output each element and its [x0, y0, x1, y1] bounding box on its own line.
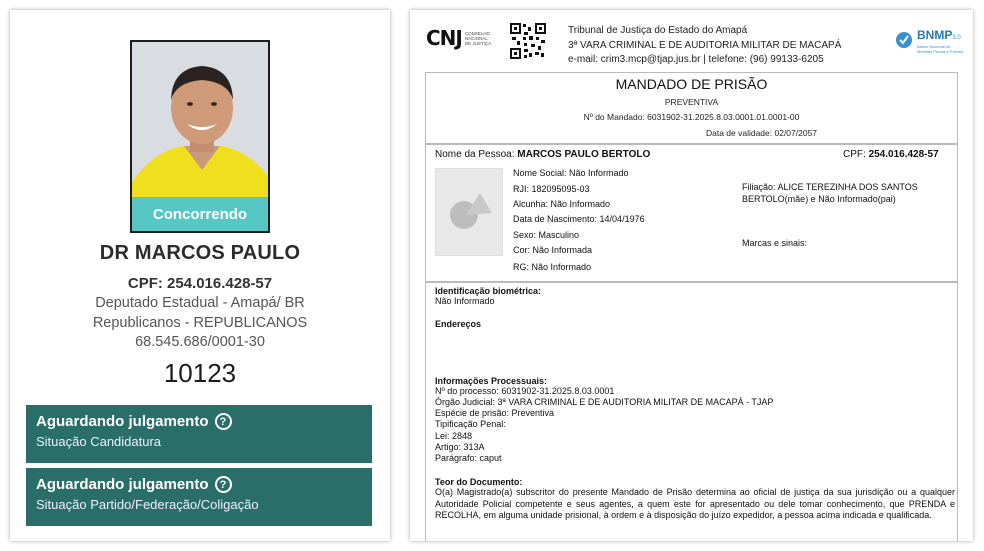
person-name-row	[435, 149, 650, 160]
bnmp-logo-subtitle: Banco Nacional de Medidas Penais e Prisões	[917, 44, 964, 54]
info-processo: Nº do processo: 6031902-31.2025.8.03.0001	[435, 386, 615, 396]
teor-text: O(a) Magistrado(a) subscritor do presente Mandado de Prisão determina ao oficial de justiça da sua jurisdição ou a qualquer Autoridade Policial competente e seus agentes, a quem este for apresentado ou dele tomar conhecimento, que PRENDA e RECOLHA, em alguma unidade prisional, à ordem e à disposição do juízo expedidor, a pessoa acima indicada e qualificada.	[435, 487, 955, 520]
enderecos-title: Endereços	[435, 319, 482, 329]
detail-rji: RJI: 182095095-03	[513, 184, 590, 194]
info-lei: Lei: 2848	[435, 431, 473, 441]
person-cpf-row	[843, 149, 939, 160]
person-cpf-label: CPF:	[843, 149, 866, 160]
filiacao-line-2: BERTOLO(mãe) e Não Informado(pai)	[742, 194, 896, 204]
candidate-cpf: CPF: 254.016.428-57	[127, 275, 273, 292]
biometria-value: Não Informado	[435, 296, 495, 306]
candidacy-status-ribbon: Concorrendo	[132, 197, 268, 231]
candidate-office: Deputado Estadual - Amapá/ BR	[95, 295, 305, 311]
arrest-warrant-document	[410, 10, 973, 541]
candidate-party: Republicanos - REPUBLICANOS	[92, 315, 308, 331]
party-status-box	[26, 468, 372, 526]
candidate-name: DR MARCOS PAULO	[99, 242, 301, 264]
status-subtitle: Situação Partido/Federação/Coligação	[36, 497, 259, 512]
photo-placeholder	[435, 168, 503, 256]
candidate-number: 10123	[163, 358, 237, 388]
info-title: Informações Processuais:	[435, 376, 548, 386]
candidacy-status-box	[26, 405, 372, 463]
court-name: Tribunal de Justiça do Estado do Amapá	[568, 25, 748, 36]
candidate-card	[10, 10, 390, 541]
detail-cor: Cor: Não Informada	[513, 245, 593, 255]
detail-alcunha: Alcunha: Não Informado	[513, 199, 611, 209]
info-paragrafo: Parágrafo: caput	[435, 453, 502, 463]
qr-code-icon	[509, 22, 547, 60]
warrant-title: MANDADO DE PRISÃO	[615, 76, 768, 92]
person-cpf: 254.016.428-57	[868, 149, 939, 160]
info-artigo: Artigo: 313A	[435, 442, 485, 452]
cnj-logo-mark: CNJ	[426, 26, 462, 50]
detail-sexo: Sexo: Masculino	[513, 230, 580, 240]
help-circle-icon[interactable]: ?	[215, 476, 232, 493]
person-box	[425, 144, 958, 282]
placeholder-image-icon	[436, 169, 504, 257]
detail-nome-social: Nome Social: Não Informado	[513, 168, 629, 178]
detail-rg: RG: Não Informado	[513, 262, 592, 272]
teor-title: Teor do Documento:	[435, 477, 523, 487]
court-contact: e-mail: crim3.mcp@tjap.jus.br | telefone: (96) 99133-6205	[568, 54, 824, 65]
biometria-title: Identificação biométrica:	[435, 286, 542, 296]
person-name: MARCOS PAULO BERTOLO	[517, 149, 651, 160]
status-subtitle: Situação Candidatura	[36, 434, 162, 449]
cnj-logo	[426, 26, 495, 50]
cnj-logo-text: CONSELHO NACIONAL DE JUSTIÇA	[464, 30, 492, 46]
detail-nascimento: Data de Nascimento: 14/04/1976	[513, 214, 645, 224]
warrant-validity: Data de validade: 02/07/2057	[705, 128, 818, 138]
bnmp-version: 3.0	[952, 35, 961, 41]
candidate-cnpj: 68.545.686/0001-30	[135, 334, 265, 350]
info-orgao: Órgão Judicial: 3ª VARA CRIMINAL E DE AUDITORIA MILITAR DE MACAPÁ - TJAP	[435, 397, 774, 407]
help-circle-icon[interactable]: ?	[215, 413, 232, 430]
status-title: Aguardando julgamento	[36, 413, 209, 430]
person-name-label: Nome da Pessoa:	[435, 149, 515, 160]
warrant-number: Nº do Mandado: 6031902-31.2025.8.03.0001.01.0001-00	[583, 112, 800, 122]
info-tipificacao: Tipificação Penal:	[435, 419, 506, 429]
filiacao-line-1: Filiação: ALICE TEREZINHA DOS SANTOS	[742, 182, 918, 192]
court-vara: 3ª VARA CRIMINAL E DE AUDITORIA MILITAR DE MACAPÁ	[568, 39, 842, 51]
bnmp-logo	[894, 26, 965, 54]
marcas-sinais: Marcas e sinais:	[742, 238, 808, 248]
warrant-type: PREVENTIVA	[664, 97, 719, 107]
court-header	[568, 24, 841, 68]
info-especie: Espécie de prisão: Preventiva	[435, 408, 555, 418]
candidate-photo	[130, 40, 270, 233]
bnmp-logo-icon	[894, 30, 914, 50]
status-title: Aguardando julgamento	[36, 476, 209, 493]
bnmp-logo-text: BNMP	[917, 28, 953, 42]
